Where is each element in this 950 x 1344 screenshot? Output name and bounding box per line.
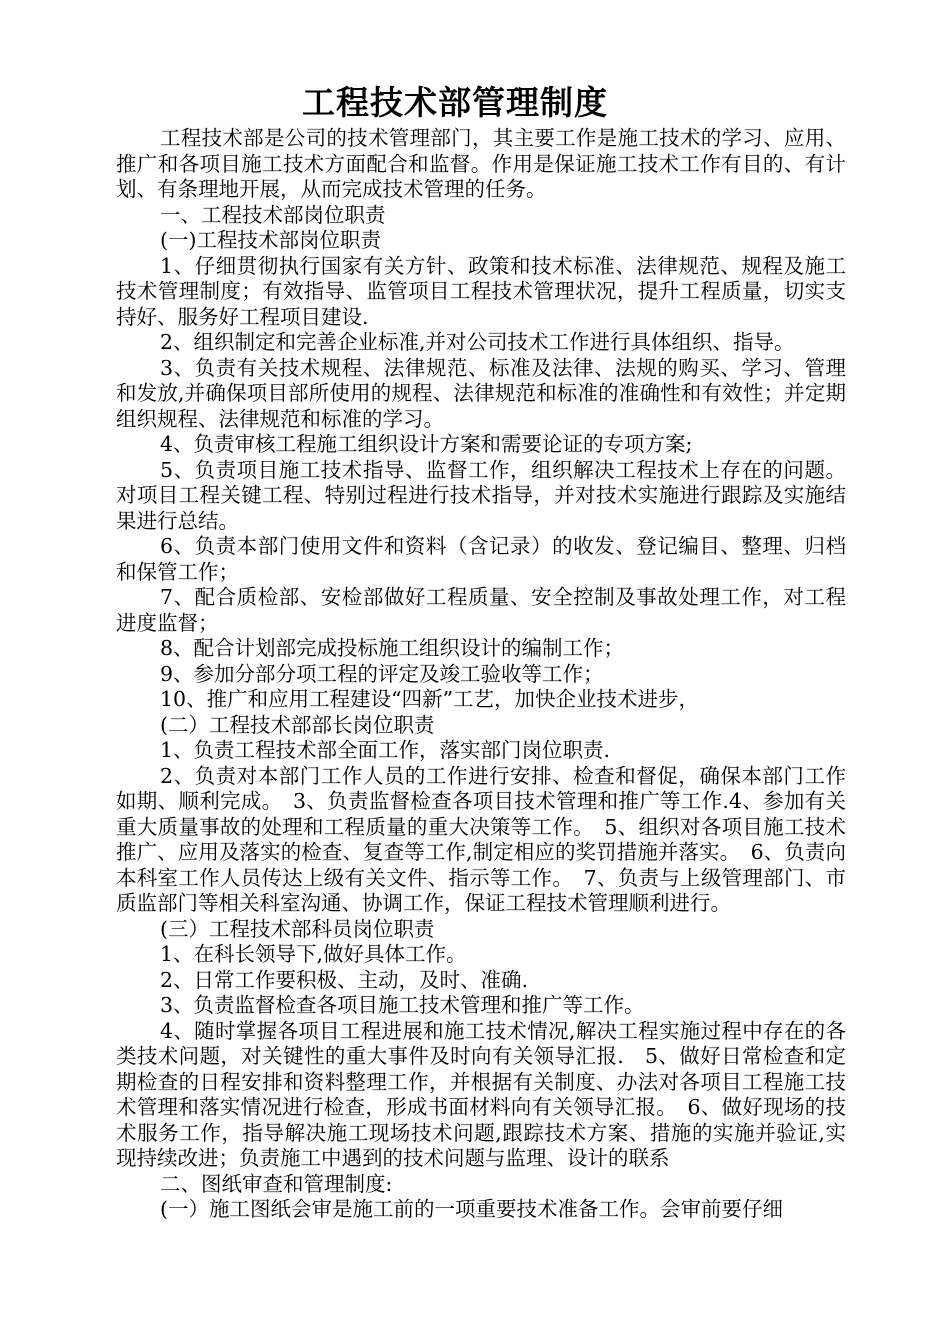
intro-paragraph: 工程技术部是公司的技术管理部门，其主要工作是施工技术的学习、应用、推广和各项目施工技术方面配合和监督。作用是保证施工技术工作有目的、有计划、有条理地开展，从而完成技术管理的任务。	[116, 126, 846, 201]
duty-item: 2、日常工作要积极、主动，及时、准确.	[160, 967, 529, 992]
subsection-heading-1-1: (一)工程技术部岗位职责	[160, 228, 381, 252]
duty-item: 4、随时掌握各项目工程进展和施工技术情况,解决工程实施过程中存在的各类技术问题，对关键性的重大事件及时向有关领导汇报. 5、做好日常检查和定期检查的日程安排和资料整理工作，并根据有关制度、办法对各项目工程施工技术管理和落实情况进行检查，形成书面材料向有关领导汇报。 6、做好现场的技术服务工作，指导解决施工现场技术问题,跟踪技术方案、措施的实施并验证,实现持续改进；负责施工中遇到的技术问题与监理、设计的联系	[116, 1018, 846, 1170]
document-title: 工程技术部管理制度	[302, 83, 608, 122]
section-heading-2: 二、图纸审查和管理制度:	[160, 1171, 393, 1196]
subsection-heading-1-3: (三）工程技术部科员岗位职责	[160, 916, 435, 941]
duty-item: 2、负责对本部门工作人员的工作进行安排、检查和督促，确保本部门工作如期、顺利完成。 3、负责监督检查各项目技术管理和推广等工作.4、参加有关重大质量事故的处理和工程质量的重大决策等工作。 5、组织对各项目施工技术推广、应用及落实的检查、复查等工作,制定相应的奖罚措施并落实。 6、负责向本科室工作人员传达上级有关文件、指示等工作。 7、负责与上级管理部门、市质监部门等相关科室沟通、协调工作，保证工程技术管理顺利进行。	[116, 763, 846, 915]
duty-item: 3、负责有关技术规程、法律规范、标准及法律、法规的购买、学习、管理和发放,并确保项目部所使用的规程、法律规范和标准的准确性和有效性；并定期组织规程、法律规范和标准的学习。	[116, 355, 846, 431]
duty-item: 8、配合计划部完成投标施工组织设计的编制工作；	[160, 636, 625, 660]
duty-item: 5、负责项目施工技术指导、监督工作，组织解决工程技术上存在的问题。对项目工程关键工程、特别过程进行技术指导，并对技术实施进行跟踪及实施结果进行总结。	[116, 457, 846, 533]
duty-item: 6、负责本部门使用文件和资料（含记录）的收发、登记编目、整理、归档和保管工作；	[116, 534, 846, 584]
duty-item: 2、组织制定和完善企业标准,并对公司技术工作进行具体组织、指导。	[160, 330, 795, 354]
duty-item: 4、负责审核工程施工组织设计方案和需要论证的专项方案;	[160, 432, 693, 456]
duty-item: 7、配合质检部、安检部做好工程质量、安全控制及事故处理工作，对工程进度监督；	[116, 585, 846, 635]
section-heading-1: 一、工程技术部岗位职责	[160, 202, 386, 227]
subsection-heading-2-1: (一）施工图纸会审是施工前的一项重要技术准备工作。会审前要仔细	[160, 1197, 783, 1221]
duty-item: 1、在科长领导下,做好具体工作。	[160, 942, 467, 966]
duty-item: 1、负责工程技术部全面工作，落实部门岗位职责.	[160, 738, 611, 762]
duty-item: 9、参加分部分项工程的评定及竣工验收等工作；	[160, 661, 604, 686]
duty-item: 1、仔细贯彻执行国家有关方针、政策和技术标准、法律规范、规程及施工技术管理制度；有效指导、监管项目工程技术管理状况，提升工程质量，切实支持好、服务好工程项目建设.	[116, 253, 846, 329]
duty-item: 10、推广和应用工程建设“四新”工艺，加快企业技术进步，	[160, 687, 700, 711]
duty-item: 3、负责监督检查各项目施工技术管理和推广等工作。	[160, 993, 645, 1017]
document-body	[116, 126, 846, 1223]
subsection-heading-1-2: (二）工程技术部部长岗位职责	[160, 712, 435, 737]
